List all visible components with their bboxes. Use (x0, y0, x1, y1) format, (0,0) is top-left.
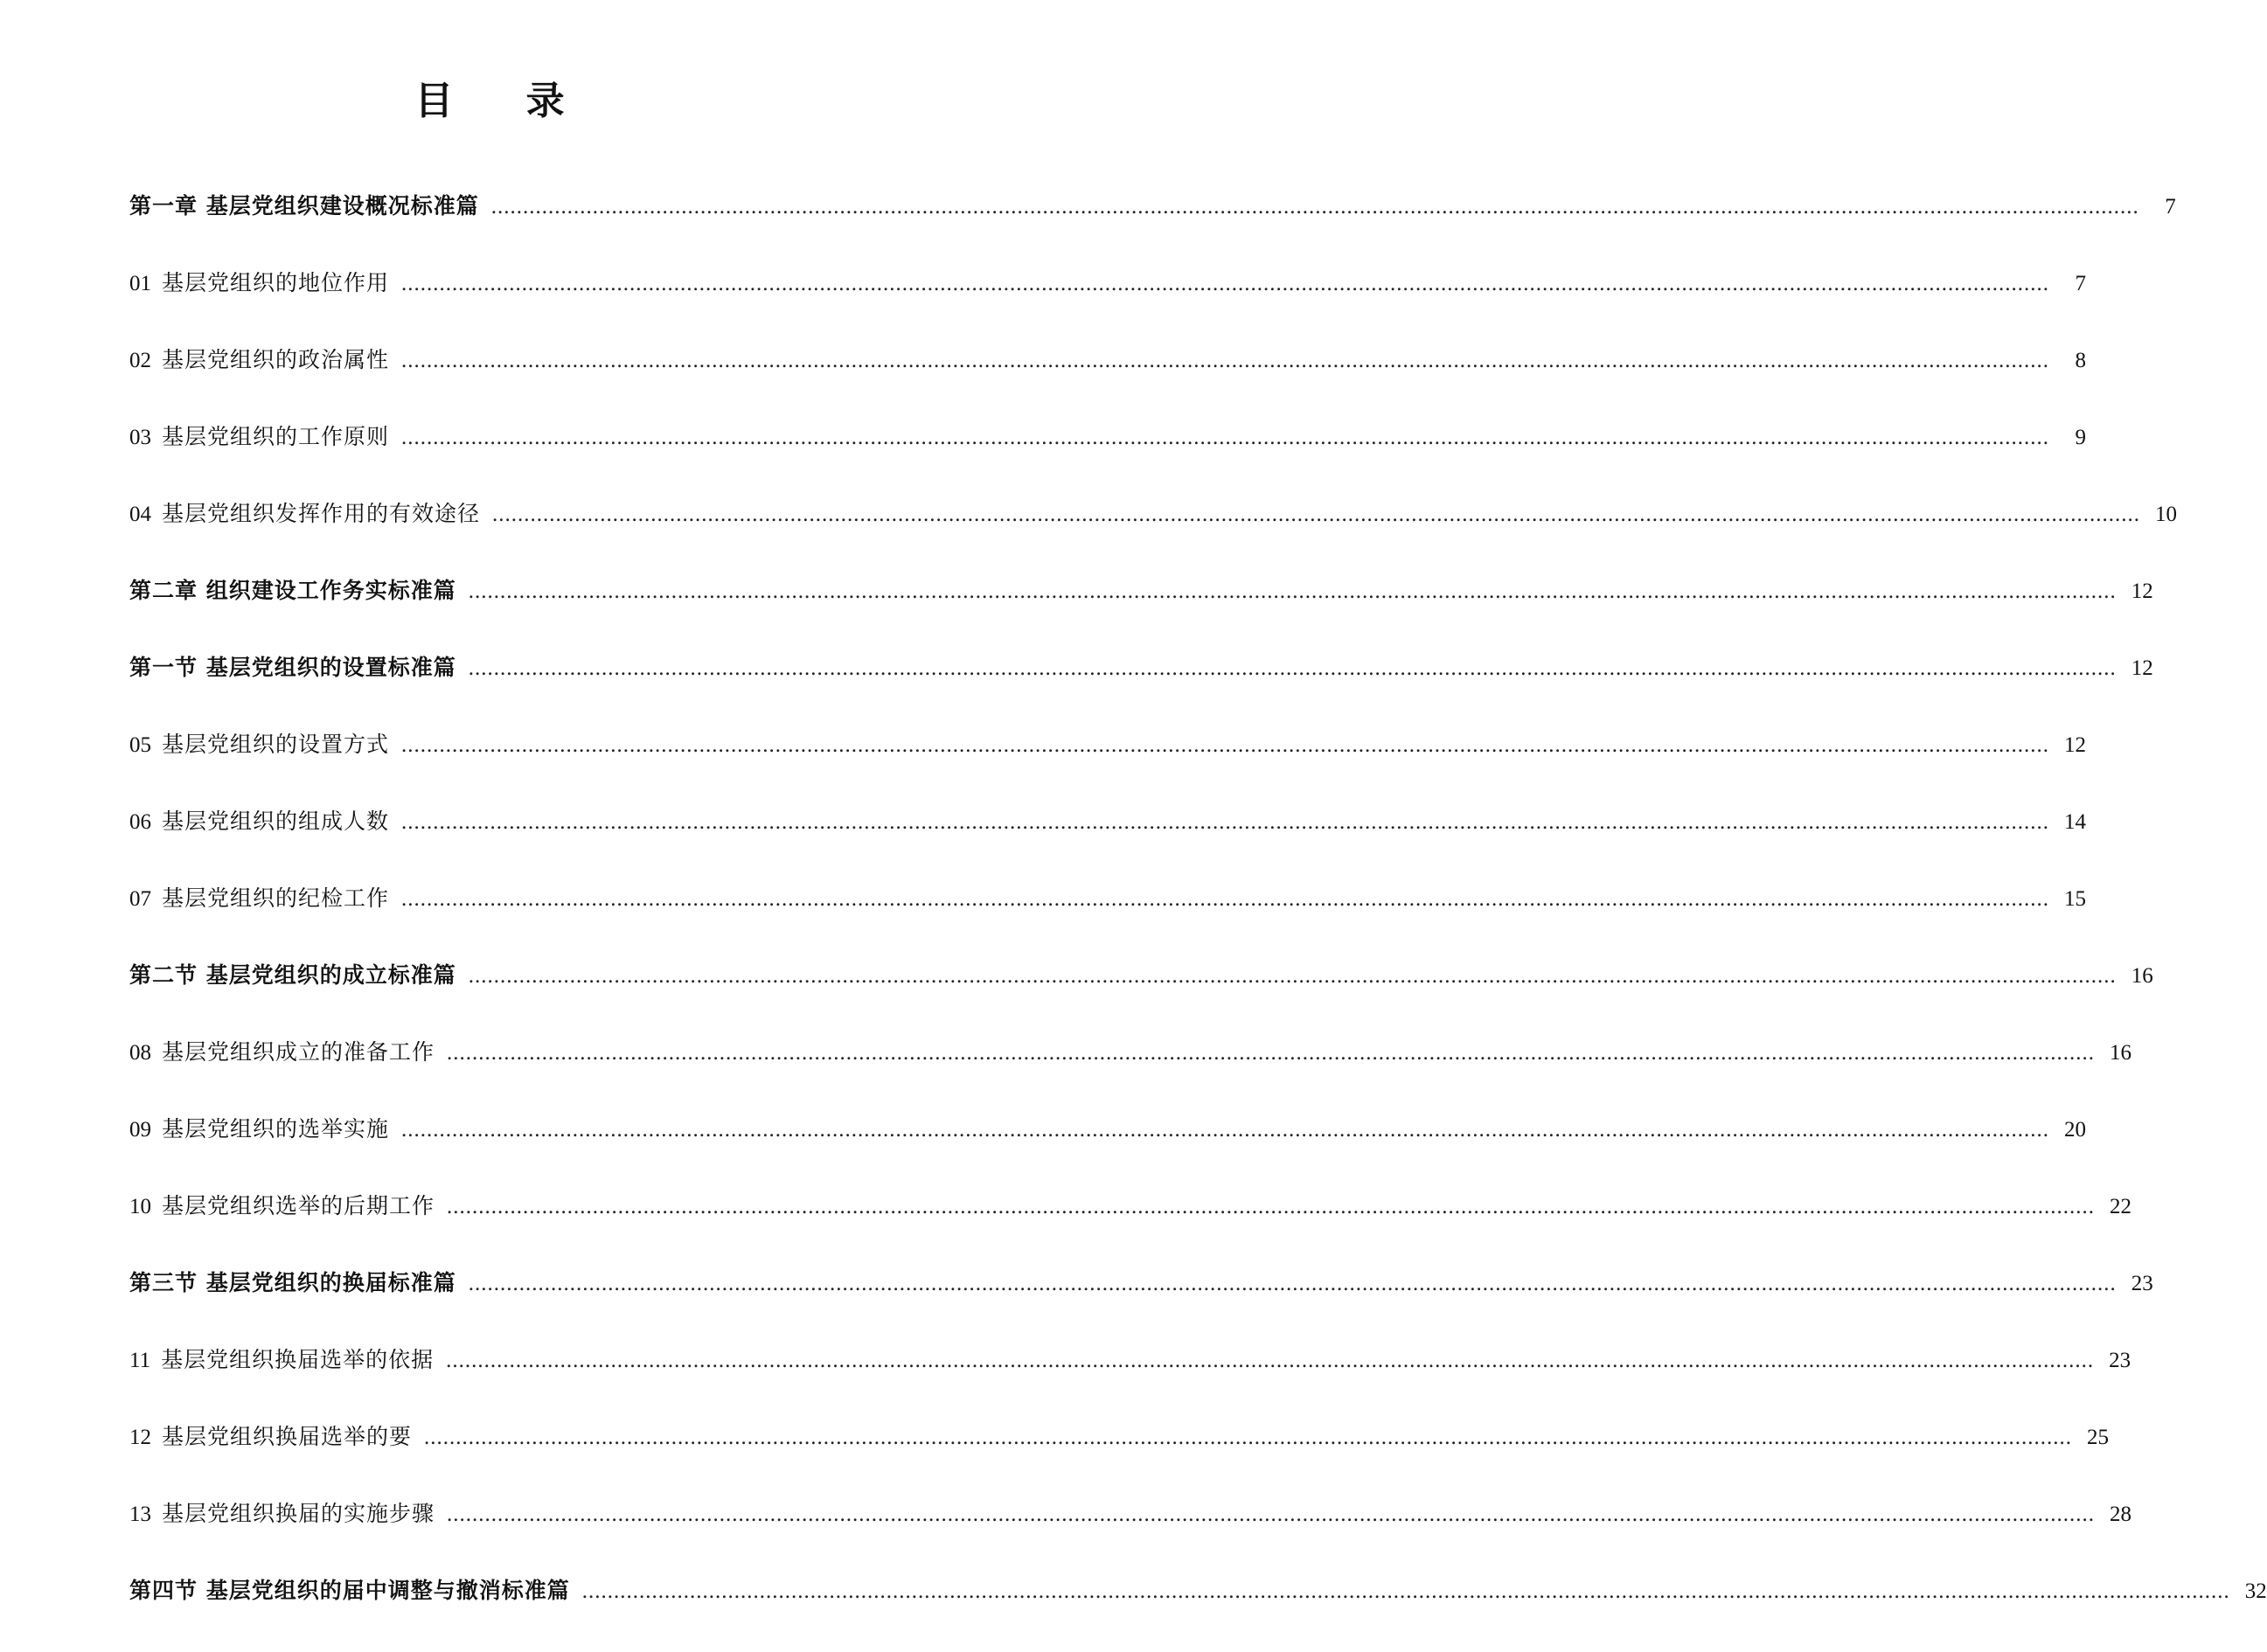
toc-dot-leader: .................................................................................................................................................................................................................................................................... (447, 1195, 2096, 1218)
toc-dot-leader: .................................................................................................................................................................................................................................................................... (468, 580, 2117, 603)
toc-entry-page-number: 8 (2075, 349, 2087, 372)
toc-entry-number: 01 (129, 272, 151, 295)
toc-entry-page-number: 14 (2064, 810, 2087, 834)
toc-entry-title: 基层党组织的设置方式 (162, 732, 390, 757)
toc-entry-title: 基层党组织的工作原则 (162, 424, 390, 449)
toc-entry-number: 08 (129, 1041, 151, 1065)
toc-entry (129, 257, 2087, 334)
toc-entry (129, 1180, 2132, 1257)
toc-dot-leader: .................................................................................................................................................................................................................................................................... (581, 1579, 2230, 1603)
toc-dot-leader: .................................................................................................................................................................................................................................................................... (446, 1349, 2095, 1372)
toc-entry-page-number: 12 (2131, 580, 2153, 603)
toc-dot-leader: .................................................................................................................................................................................................................................................................... (401, 1118, 2050, 1142)
toc-heading-entry (129, 949, 2153, 1026)
toc-entry-title: 基层党组织换届的实施步骤 (162, 1501, 435, 1526)
toc-entry-title: 基层党组织选举的后期工作 (162, 1193, 435, 1218)
toc-entry-page-number: 22 (2110, 1195, 2132, 1218)
toc-entry (129, 718, 2087, 795)
toc-entry-page-number: 32 (2244, 1579, 2267, 1603)
toc-entry-title: 基层党组织发挥作用的有效途径 (162, 501, 481, 526)
toc-entry-number: 03 (129, 426, 151, 449)
toc-entry (129, 1026, 2132, 1103)
toc-entry-title: 基层党组织成立的准备工作 (162, 1039, 435, 1065)
toc-entry-title: 基层党组织的纪检工作 (162, 885, 390, 911)
toc-entry-page-number: 16 (2131, 964, 2153, 988)
toc-entry (129, 334, 2087, 411)
toc-dot-leader: .................................................................................................................................................................................................................................................................... (401, 272, 2050, 295)
toc-dot-leader: .................................................................................................................................................................................................................................................................... (401, 887, 2050, 911)
toc-entry-page-number: 10 (2155, 503, 2178, 526)
toc-entry-number: 10 (129, 1195, 151, 1218)
toc-entry-title: 基层党组织换届选举的要 (162, 1424, 413, 1449)
toc-entry-number: 09 (129, 1118, 151, 1142)
toc-entry-page-number: 20 (2064, 1118, 2087, 1142)
toc-dot-leader: .................................................................................................................................................................................................................................................................... (468, 656, 2117, 680)
table-of-contents (129, 180, 2267, 1642)
toc-dot-leader: .................................................................................................................................................................................................................................................................... (401, 810, 2050, 834)
page-title: 目 录 (414, 79, 595, 123)
toc-heading-entry (129, 180, 2176, 257)
toc-entry-title: 基层党组织的组成人数 (162, 809, 390, 834)
toc-entry-page-number: 25 (2087, 1426, 2110, 1449)
toc-dot-leader: .................................................................................................................................................................................................................................................................... (468, 1272, 2117, 1295)
toc-entry (129, 411, 2087, 488)
toc-entry-page-number: 23 (2109, 1349, 2131, 1372)
toc-entry-number: 13 (129, 1503, 151, 1526)
toc-heading-entry (129, 565, 2153, 642)
toc-entry (129, 1488, 2132, 1565)
toc-dot-leader: .................................................................................................................................................................................................................................................................... (468, 964, 2117, 988)
toc-entry-title: 第四节 基层党组织的届中调整与撤消标准篇 (129, 1578, 570, 1603)
toc-entry-title: 基层党组织的地位作用 (162, 270, 390, 295)
toc-entry (129, 795, 2087, 872)
toc-dot-leader: .................................................................................................................................................................................................................................................................... (424, 1426, 2073, 1449)
toc-entry-page-number: 7 (2165, 195, 2176, 219)
toc-dot-leader: .................................................................................................................................................................................................................................................................... (447, 1041, 2096, 1065)
toc-entry-title: 第一章 基层党组织建设概况标准篇 (129, 193, 479, 219)
toc-entry-page-number: 12 (2131, 656, 2153, 680)
toc-entry-page-number: 23 (2131, 1272, 2153, 1295)
toc-dot-leader: .................................................................................................................................................................................................................................................................... (401, 349, 2050, 372)
toc-entry-page-number: 28 (2110, 1503, 2132, 1526)
toc-entry-number: 11 (129, 1349, 151, 1372)
toc-entry-page-number: 15 (2064, 887, 2087, 911)
toc-dot-leader: .................................................................................................................................................................................................................................................................... (490, 195, 2139, 219)
toc-entry (129, 1411, 2110, 1488)
toc-entry-title: 第三节 基层党组织的换届标准篇 (129, 1270, 456, 1295)
toc-heading-entry (129, 1257, 2153, 1334)
toc-heading-entry (129, 1565, 2267, 1642)
toc-entry (129, 872, 2087, 949)
toc-entry-number: 06 (129, 810, 151, 834)
toc-entry (129, 1334, 2131, 1411)
toc-entry-title: 第一节 基层党组织的设置标准篇 (129, 655, 456, 680)
toc-dot-leader: .................................................................................................................................................................................................................................................................... (401, 733, 2050, 757)
toc-entry-number: 12 (129, 1426, 151, 1449)
toc-entry-title: 第二章 组织建设工作务实标准篇 (129, 578, 456, 603)
toc-entry (129, 488, 2178, 565)
toc-entry-title: 基层党组织换届选举的依据 (161, 1347, 435, 1372)
toc-entry-number: 04 (129, 503, 151, 526)
toc-heading-entry (129, 642, 2153, 718)
toc-dot-leader: .................................................................................................................................................................................................................................................................... (401, 426, 2050, 449)
toc-dot-leader: .................................................................................................................................................................................................................................................................... (492, 503, 2141, 526)
toc-entry-number: 05 (129, 733, 151, 757)
toc-dot-leader: .................................................................................................................................................................................................................................................................... (447, 1503, 2096, 1526)
toc-entry-title: 基层党组织的政治属性 (162, 347, 390, 372)
toc-entry-title: 第二节 基层党组织的成立标准篇 (129, 962, 456, 988)
toc-entry-number: 02 (129, 349, 151, 372)
toc-entry (129, 1103, 2087, 1180)
toc-entry-number: 07 (129, 887, 151, 911)
toc-entry-page-number: 16 (2110, 1041, 2132, 1065)
toc-entry-page-number: 7 (2075, 272, 2087, 295)
toc-entry-page-number: 12 (2064, 733, 2087, 757)
toc-entry-page-number: 9 (2075, 426, 2087, 449)
toc-entry-title: 基层党组织的选举实施 (162, 1116, 390, 1142)
